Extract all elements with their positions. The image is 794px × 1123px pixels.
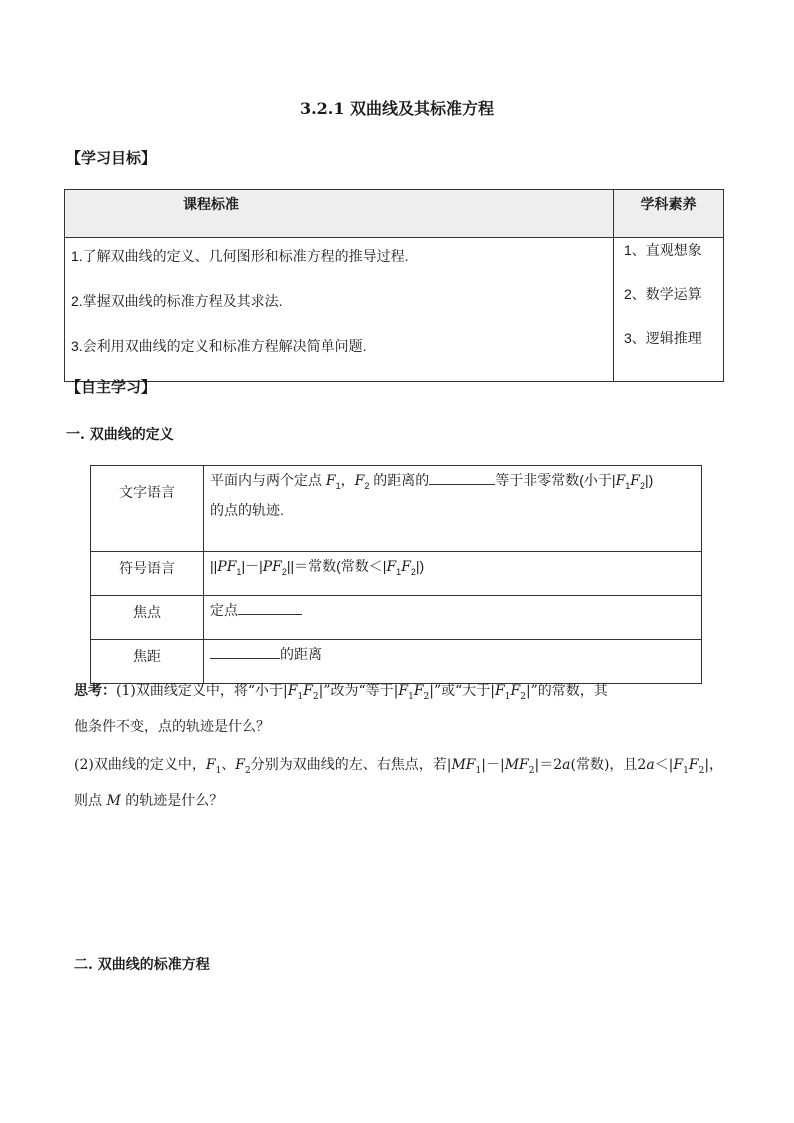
text-fragment: 的点的轨迹. [210,501,284,518]
text-fragment: ＜| [654,757,674,773]
row-label: 焦距 [91,640,204,684]
text-fragment: (常数)，且2 [570,757,647,773]
text-fragment: |”改为“等于| [318,683,399,699]
text-fragment: |”的常数，其 [525,683,608,699]
goals-table-body-row [65,238,724,382]
subject-literacy-header: 学科素养 [614,190,724,238]
page-title: 3.2.1 双曲线及其标准方程 [299,99,495,118]
section-self-study: 【自主学习】 [66,378,157,396]
think-question-2: (2)双曲线的定义中，$F_1$、$F_2$分别为双曲线的左、右焦点，若$|MF_1|-|MF_2|=2a$(常数)，且$2a<|F_1F_2|$， 则点 M 的轨迹是什么？ [74,757,724,809]
think-question-1: 思考：(1)双曲线定义中，将“小于$|F_1F_2|$”改为“等于$|F_1F_2|$”或“大于$|F_1F_2|$”的常数，其 他条件不变，点的轨迹是什么？ [74,683,608,735]
text-fragment: 分别为双曲线的左、右焦点，若| [250,757,452,773]
text-fragment: |＝2 [534,757,563,773]
definition-row-text [91,466,702,552]
text-fragment: |) [415,558,425,574]
row-value [204,596,702,640]
literacy-item: 2、数学运算 [624,286,702,302]
text-fragment: 的距离的 [369,472,430,488]
text-fragment: |－| [481,757,505,773]
text-fragment: || [210,558,218,574]
subject-literacy-cell [614,238,724,382]
text-fragment: 定点 [210,602,238,618]
part1-heading: 一. 双曲线的定义 [66,427,174,443]
think-label: 思考： [74,683,116,699]
course-standard-header: 课程标准 [65,190,614,238]
definition-row-symbol [91,552,702,596]
text-fragment: 、 [221,757,236,773]
text-fragment: (1)双曲线定义中，将“小于| [116,683,288,699]
fill-blank[interactable] [210,642,280,659]
fill-blank[interactable] [238,598,302,615]
text-fragment: 平面内与两个定点 [210,472,326,488]
row-label: 文字语言 [91,466,204,552]
section-learning-goals: 【学习目标】 [66,149,157,167]
goal-item: 3.会利用双曲线的定义和标准方程解决简单问题. [71,338,367,354]
text-fragment: |”或“大于| [429,683,496,699]
text-fragment: 的轨迹是什么？ [120,792,224,809]
text-fragment: 的距离 [280,646,322,662]
text-fragment: ||＝常数(常数＜| [286,558,387,574]
row-label: 符号语言 [91,552,204,596]
text-fragment: 等于非零常数(小于| [495,472,616,488]
learning-goals-table [64,189,724,382]
literacy-item: 3、逻辑推理 [624,330,702,346]
row-value: 平面内与两个定点 $F_1$，$F_2$ 的距离的 等于非零常数(小于$|F_1F_2|$) 的点的轨迹. [204,466,702,552]
row-label: 焦点 [91,596,204,640]
goal-item: 1.了解双曲线的定义、几何图形和标准方程的推导过程. [71,248,409,264]
text-fragment: |， [704,757,724,773]
text-fragment: |－| [241,558,263,574]
part2-heading: 二. 双曲线的标准方程 [74,957,210,973]
goal-item: 2.掌握双曲线的标准方程及其求法. [71,293,283,309]
definition-table [90,465,702,684]
text-fragment: 他条件不变，点的轨迹是什么？ [74,718,270,735]
text-fragment: |) [645,472,654,488]
definition-row-foci [91,596,702,640]
text-fragment: 则点 [74,792,107,809]
literacy-item: 1、直观想象 [624,242,702,258]
fill-blank[interactable] [429,468,495,485]
course-standard-cell [65,238,614,382]
goals-table-header-row [65,190,724,238]
row-value: $||PF_1|-|PF_2||=$常数(常数$<|F_1F_2|$) [204,552,702,596]
text-fragment: (2)双曲线的定义中， [74,757,206,773]
